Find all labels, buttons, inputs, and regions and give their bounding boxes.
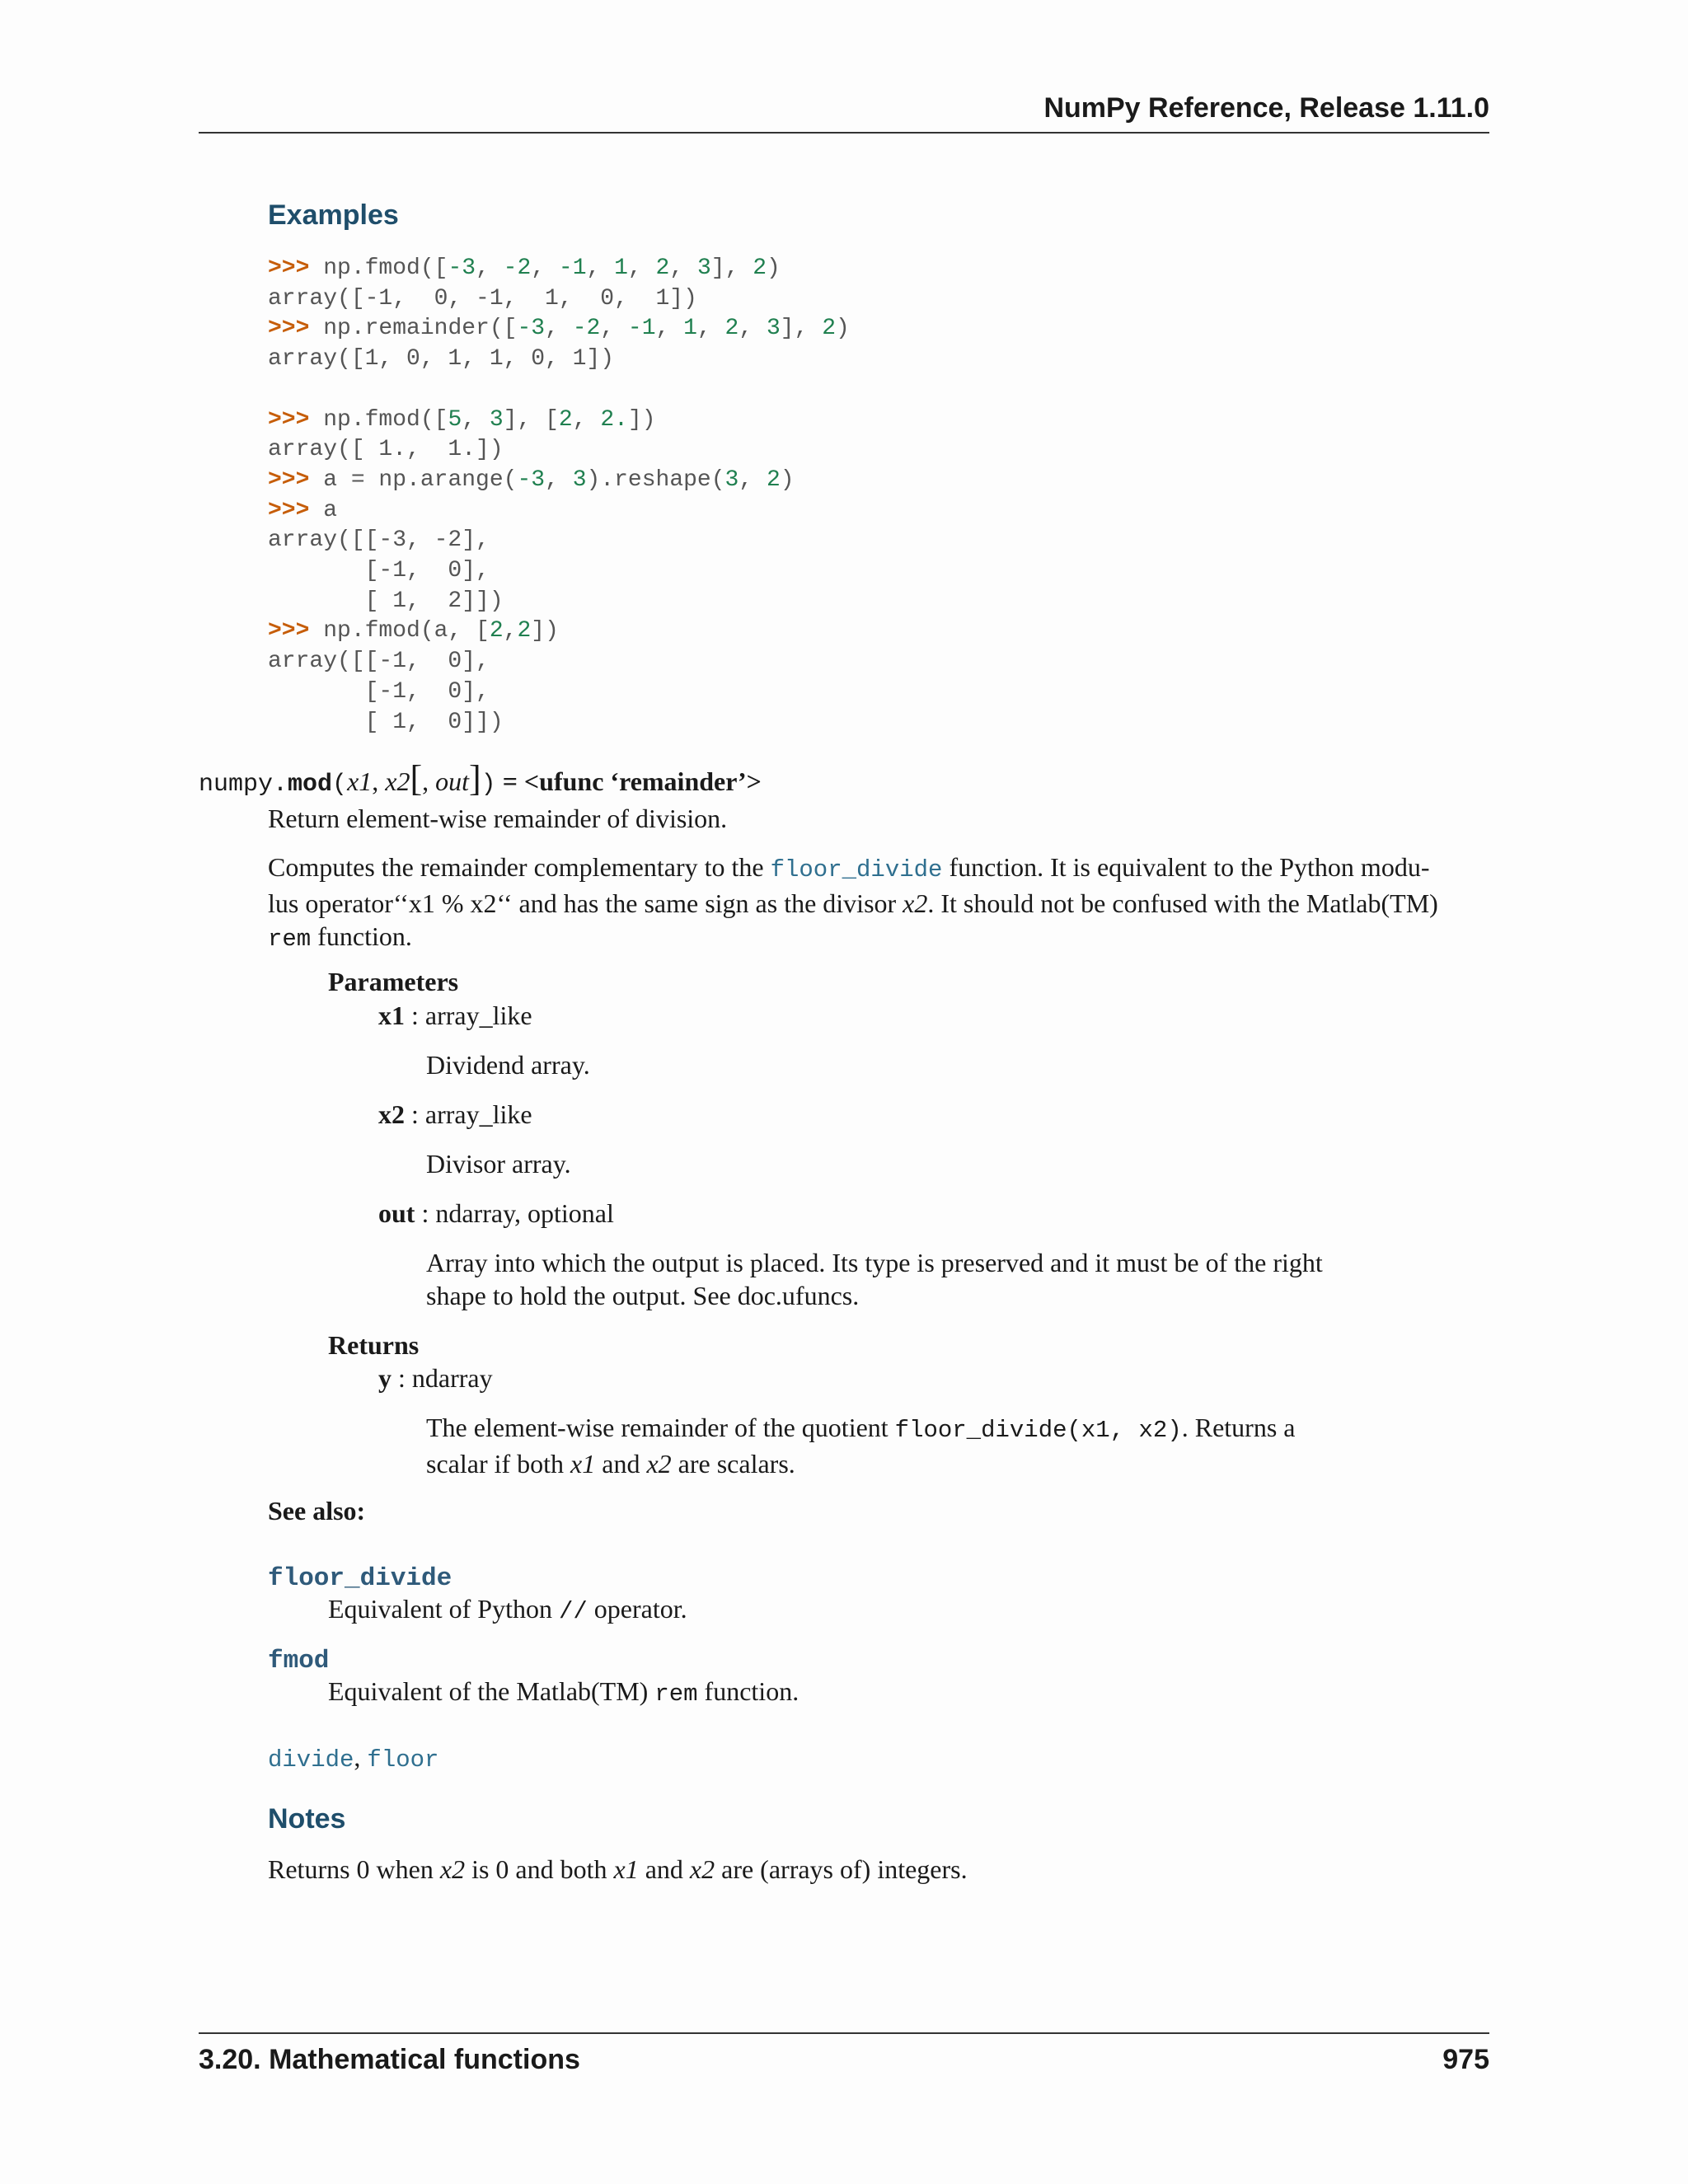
return-y xyxy=(378,1361,493,1394)
see-also-heading: See also: xyxy=(268,1496,366,1526)
notes-x2: x2 xyxy=(439,1854,466,1884)
desc-code: floor_divide(x1, x2) xyxy=(894,1417,1182,1444)
desc-rem: rem xyxy=(268,926,312,953)
desc-text: function. xyxy=(311,921,412,951)
desc-text: function. It is equivalent to the Python modu- xyxy=(942,852,1430,882)
footer-page-number: 975 xyxy=(1442,2044,1489,2075)
sig-comma-2: , xyxy=(422,766,436,796)
code-prompt: >>> xyxy=(268,316,310,342)
desc-text: scalar if both xyxy=(426,1449,571,1479)
desc-line: Array into which the output is placed. Its type is preserved and it must be of the right xyxy=(426,1248,1323,1277)
desc-text: is 0 and both xyxy=(465,1854,614,1884)
code-prompt: >>> xyxy=(268,618,310,644)
desc-text: operator. xyxy=(587,1594,687,1624)
notes-heading: Notes xyxy=(268,1803,346,1835)
desc-text: Returns 0 when xyxy=(268,1854,440,1884)
desc-x2: x2 xyxy=(646,1449,672,1479)
sig-arg-x2: x2 xyxy=(385,766,410,796)
desc-text: Equivalent of the Matlab(TM) xyxy=(328,1676,655,1706)
sig-close-paren: ) xyxy=(481,771,496,799)
examples-heading: Examples xyxy=(268,199,399,231)
sig-arg-out: out xyxy=(435,766,470,796)
desc-text: . It should not be confused with the Matlab(TM) xyxy=(927,888,1438,918)
notes-x1: x1 xyxy=(613,1854,639,1884)
page-header xyxy=(199,92,1489,134)
sig-close-bracket: ] xyxy=(469,758,481,799)
desc-line: shape to hold the output. See doc.ufuncs. xyxy=(426,1281,860,1310)
param-out-desc xyxy=(426,1246,1323,1312)
see-also-floor-divide-desc xyxy=(328,1592,687,1629)
return-desc xyxy=(426,1411,1295,1480)
desc-text: Equivalent of Python xyxy=(328,1594,559,1624)
param-x2 xyxy=(378,1098,532,1131)
param-type: : array_like xyxy=(405,1099,532,1129)
notes-x2: x2 xyxy=(689,1854,715,1884)
sig-name: mod xyxy=(288,771,333,799)
desc-code: // xyxy=(558,1598,588,1625)
desc-x1: x1 xyxy=(570,1449,596,1479)
param-name: out xyxy=(378,1198,415,1228)
code-prompt: >>> xyxy=(268,497,310,523)
param-name: x1 xyxy=(378,1001,405,1030)
returns-heading: Returns xyxy=(328,1330,420,1360)
desc-text: and xyxy=(638,1854,690,1884)
see-also-links xyxy=(268,1741,438,1777)
fmod-see-link[interactable]: fmod xyxy=(268,1647,330,1675)
footer-section: 3.20. Mathematical functions xyxy=(199,2044,580,2075)
floor-divide-see-link[interactable]: floor_divide xyxy=(268,1564,452,1593)
see-also-floor-divide xyxy=(268,1559,452,1596)
sig-ufunc: = <ufunc ‘remainder’> xyxy=(495,766,762,796)
function-signature xyxy=(199,758,762,803)
desc-text: lus operator‘‘x1 % x2‘‘ and has the same sign as the divisor xyxy=(268,888,903,918)
desc-text: . Returns a xyxy=(1181,1413,1296,1442)
desc-text: are scalars. xyxy=(671,1449,795,1479)
header-title: NumPy Reference, Release 1.11.0 xyxy=(1043,92,1489,124)
page-footer xyxy=(199,2032,1489,2076)
sig-module: numpy. xyxy=(199,771,288,799)
sig-open-bracket: [ xyxy=(410,758,423,799)
return-name: y xyxy=(378,1363,392,1393)
return-type: : ndarray xyxy=(392,1363,493,1393)
param-x2-desc: Divisor array. xyxy=(426,1149,571,1179)
code-prompt: >>> xyxy=(268,255,310,281)
floor-link[interactable]: floor xyxy=(367,1746,439,1774)
code-prompt: >>> xyxy=(268,406,310,433)
code-prompt: >>> xyxy=(268,466,310,493)
see-also-fmod xyxy=(268,1642,329,1678)
parameters-heading: Parameters xyxy=(328,967,459,996)
sig-open-paren: ( xyxy=(332,771,348,799)
param-out xyxy=(378,1197,614,1230)
desc-text: are (arrays of) integers. xyxy=(715,1854,968,1884)
desc-text: function. xyxy=(697,1676,799,1706)
desc-x2: x2 xyxy=(903,888,928,918)
notes-text xyxy=(268,1853,968,1886)
code-block: >>> np.fmod([-3, -2, -1, 1, 2, 3], 2) array([-1, 0, -1, 1, 0, 1]) >>> np.remainder([-3, -2, -1, 1, 2, 3], 2) array([1, 0, 1, 1, 0, 1]) >>> np.fmod([5, 3], [2, 2.]) array([ 1., 1.]) >>> a = np.arange(-3, 3).reshape(3, 2) >>> a array([[-3, -2], [-1, 0], [ 1, 2]]) >>> np.fmod(a, [2,2]) array([[-1, 0], [-1, 0], [ 1, 0]]) xyxy=(268,255,850,735)
description xyxy=(268,851,1489,956)
sig-comma: , xyxy=(372,766,386,796)
sig-arg-x1: x1 xyxy=(347,766,373,796)
see-also-fmod-desc xyxy=(328,1675,799,1711)
desc-code: rem xyxy=(654,1680,698,1708)
param-x1-desc: Dividend array. xyxy=(426,1050,590,1080)
desc-text: Computes the remainder complementary to the xyxy=(268,852,771,882)
floor-divide-link[interactable]: floor_divide xyxy=(770,856,943,883)
param-x1 xyxy=(378,999,532,1032)
desc-text: The element-wise remainder of the quotient xyxy=(426,1413,895,1442)
separator: , xyxy=(354,1742,368,1772)
param-name: x2 xyxy=(378,1099,405,1129)
divide-link[interactable]: divide xyxy=(268,1746,354,1774)
summary: Return element-wise remainder of division. xyxy=(268,804,728,833)
param-type: : array_like xyxy=(405,1001,532,1030)
param-type: : ndarray, optional xyxy=(415,1198,614,1228)
desc-text: and xyxy=(595,1449,647,1479)
